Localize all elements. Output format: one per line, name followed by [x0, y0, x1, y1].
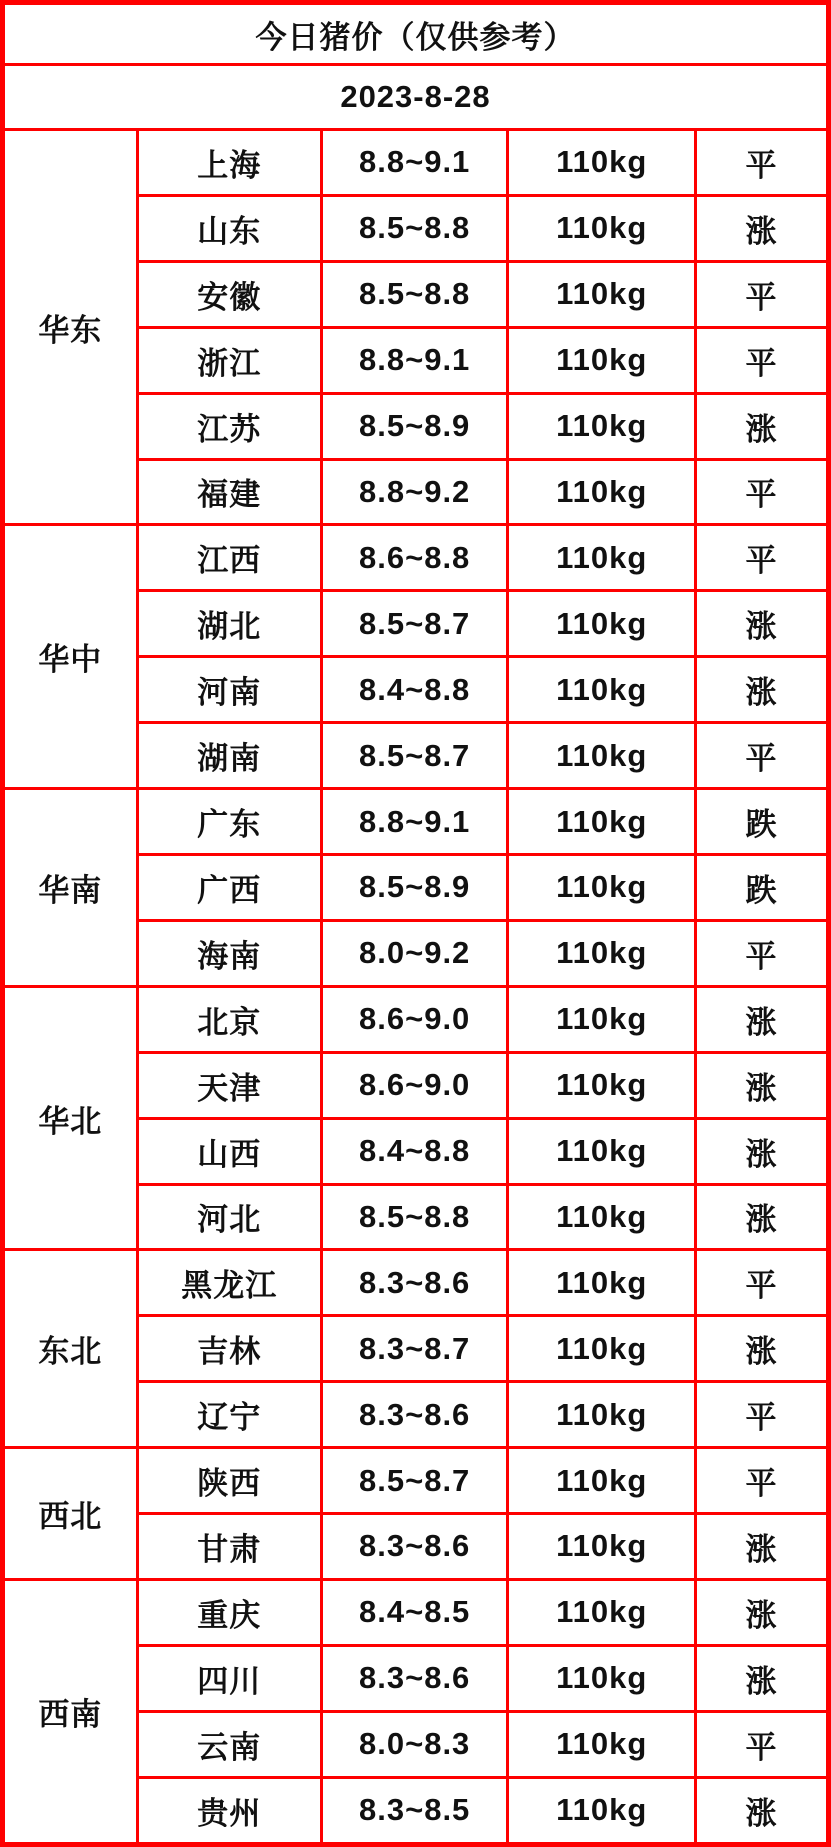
- province-cell: 山西: [137, 1118, 321, 1184]
- region-cell: 西北: [3, 1448, 138, 1580]
- date-row: [3, 65, 829, 130]
- weight-cell: 110kg: [508, 1382, 696, 1448]
- status-cell: 平: [695, 1250, 828, 1316]
- weight-cell: 110kg: [508, 525, 696, 591]
- price-cell: 8.8~9.1: [321, 327, 508, 393]
- province-cell: 海南: [137, 920, 321, 986]
- price-cell: 8.5~8.9: [321, 393, 508, 459]
- status-cell: 平: [695, 130, 828, 196]
- region-cell: 华南: [3, 789, 138, 987]
- weight-cell: 110kg: [508, 261, 696, 327]
- status-cell: 平: [695, 327, 828, 393]
- status-cell: 跌: [695, 854, 828, 920]
- weight-cell: 110kg: [508, 1250, 696, 1316]
- weight-cell: 110kg: [508, 986, 696, 1052]
- price-row: [3, 1250, 829, 1316]
- status-cell: 平: [695, 1448, 828, 1514]
- status-cell: 涨: [695, 195, 828, 261]
- province-cell: 江苏: [137, 393, 321, 459]
- weight-cell: 110kg: [508, 1711, 696, 1777]
- weight-cell: 110kg: [508, 1448, 696, 1514]
- province-cell: 黑龙江: [137, 1250, 321, 1316]
- price-cell: 8.8~9.1: [321, 789, 508, 855]
- price-cell: 8.8~9.2: [321, 459, 508, 525]
- price-cell: 8.5~8.9: [321, 854, 508, 920]
- status-cell: 平: [695, 1382, 828, 1448]
- province-cell: 湖南: [137, 723, 321, 789]
- province-cell: 北京: [137, 986, 321, 1052]
- price-row: [3, 525, 829, 591]
- status-cell: 平: [695, 525, 828, 591]
- status-cell: 涨: [695, 1514, 828, 1580]
- price-cell: 8.3~8.6: [321, 1250, 508, 1316]
- price-cell: 8.5~8.8: [321, 1184, 508, 1250]
- price-cell: 8.3~8.7: [321, 1316, 508, 1382]
- price-cell: 8.3~8.6: [321, 1382, 508, 1448]
- price-cell: 8.3~8.6: [321, 1645, 508, 1711]
- price-cell: 8.4~8.8: [321, 657, 508, 723]
- province-cell: 辽宁: [137, 1382, 321, 1448]
- price-cell: 8.0~9.2: [321, 920, 508, 986]
- weight-cell: 110kg: [508, 130, 696, 196]
- weight-cell: 110kg: [508, 1579, 696, 1645]
- price-cell: 8.0~8.3: [321, 1711, 508, 1777]
- weight-cell: 110kg: [508, 657, 696, 723]
- status-cell: 涨: [695, 1184, 828, 1250]
- weight-cell: 110kg: [508, 1316, 696, 1382]
- weight-cell: 110kg: [508, 591, 696, 657]
- price-cell: 8.5~8.7: [321, 723, 508, 789]
- price-row: [3, 789, 829, 855]
- status-cell: 平: [695, 920, 828, 986]
- province-cell: 河北: [137, 1184, 321, 1250]
- page-title: 今日猪价（仅供参考）: [3, 3, 829, 65]
- price-row: [3, 1448, 829, 1514]
- price-cell: 8.5~8.8: [321, 195, 508, 261]
- price-row: [3, 130, 829, 196]
- price-cell: 8.8~9.1: [321, 130, 508, 196]
- province-cell: 福建: [137, 459, 321, 525]
- weight-cell: 110kg: [508, 854, 696, 920]
- province-cell: 甘肃: [137, 1514, 321, 1580]
- weight-cell: 110kg: [508, 1052, 696, 1118]
- weight-cell: 110kg: [508, 723, 696, 789]
- region-cell: 东北: [3, 1250, 138, 1448]
- region-cell: 华东: [3, 130, 138, 525]
- status-cell: 平: [695, 1711, 828, 1777]
- date-label: 2023-8-28: [3, 65, 829, 130]
- price-cell: 8.4~8.8: [321, 1118, 508, 1184]
- province-cell: 河南: [137, 657, 321, 723]
- status-cell: 涨: [695, 1316, 828, 1382]
- province-cell: 天津: [137, 1052, 321, 1118]
- status-cell: 跌: [695, 789, 828, 855]
- status-cell: 平: [695, 261, 828, 327]
- status-cell: 涨: [695, 1118, 828, 1184]
- province-cell: 江西: [137, 525, 321, 591]
- weight-cell: 110kg: [508, 1184, 696, 1250]
- status-cell: 涨: [695, 657, 828, 723]
- region-cell: 西南: [3, 1579, 138, 1844]
- weight-cell: 110kg: [508, 327, 696, 393]
- weight-cell: 110kg: [508, 920, 696, 986]
- price-cell: 8.6~8.8: [321, 525, 508, 591]
- status-cell: 涨: [695, 1777, 828, 1844]
- title-row: [3, 3, 829, 65]
- weight-cell: 110kg: [508, 1118, 696, 1184]
- price-row: [3, 986, 829, 1052]
- weight-cell: 110kg: [508, 195, 696, 261]
- weight-cell: 110kg: [508, 1777, 696, 1844]
- price-cell: 8.6~9.0: [321, 1052, 508, 1118]
- price-cell: 8.6~9.0: [321, 986, 508, 1052]
- province-cell: 上海: [137, 130, 321, 196]
- province-cell: 四川: [137, 1645, 321, 1711]
- weight-cell: 110kg: [508, 459, 696, 525]
- price-cell: 8.5~8.8: [321, 261, 508, 327]
- weight-cell: 110kg: [508, 1514, 696, 1580]
- province-cell: 贵州: [137, 1777, 321, 1844]
- status-cell: 涨: [695, 986, 828, 1052]
- province-cell: 山东: [137, 195, 321, 261]
- weight-cell: 110kg: [508, 789, 696, 855]
- price-cell: 8.3~8.6: [321, 1514, 508, 1580]
- province-cell: 吉林: [137, 1316, 321, 1382]
- region-cell: 华中: [3, 525, 138, 789]
- province-cell: 广西: [137, 854, 321, 920]
- status-cell: 涨: [695, 591, 828, 657]
- price-cell: 8.5~8.7: [321, 1448, 508, 1514]
- province-cell: 广东: [137, 789, 321, 855]
- province-cell: 陕西: [137, 1448, 321, 1514]
- weight-cell: 110kg: [508, 1645, 696, 1711]
- province-cell: 安徽: [137, 261, 321, 327]
- status-cell: 涨: [695, 1579, 828, 1645]
- price-row: [3, 1579, 829, 1645]
- status-cell: 涨: [695, 393, 828, 459]
- price-cell: 8.5~8.7: [321, 591, 508, 657]
- status-cell: 平: [695, 459, 828, 525]
- province-cell: 湖北: [137, 591, 321, 657]
- province-cell: 浙江: [137, 327, 321, 393]
- region-cell: 华北: [3, 986, 138, 1250]
- province-cell: 云南: [137, 1711, 321, 1777]
- weight-cell: 110kg: [508, 393, 696, 459]
- price-cell: 8.4~8.5: [321, 1579, 508, 1645]
- status-cell: 涨: [695, 1052, 828, 1118]
- price-cell: 8.3~8.5: [321, 1777, 508, 1844]
- status-cell: 平: [695, 723, 828, 789]
- province-cell: 重庆: [137, 1579, 321, 1645]
- status-cell: 涨: [695, 1645, 828, 1711]
